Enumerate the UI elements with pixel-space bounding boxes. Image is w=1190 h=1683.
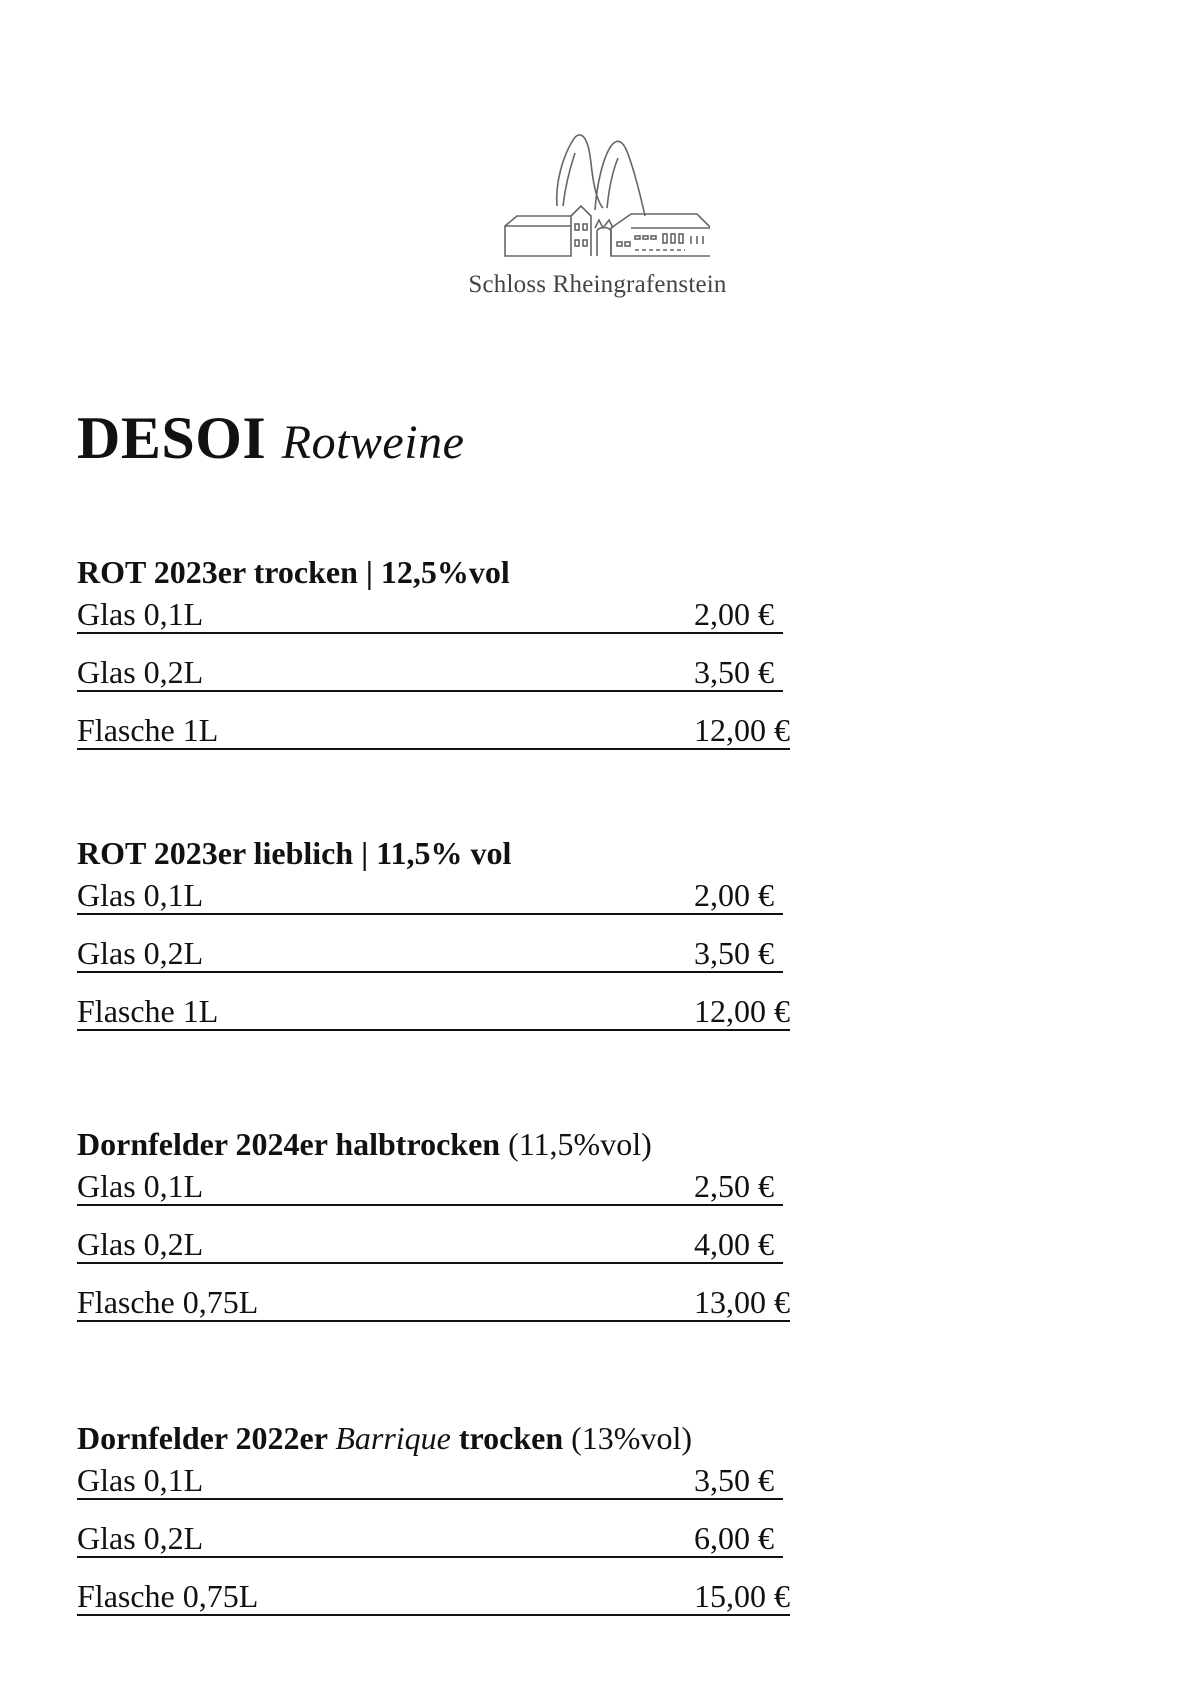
size-label: Glas 0,1L [77,598,783,634]
price-row [77,1276,797,1334]
logo [455,128,740,298]
wine-title [77,1128,797,1160]
wine-name: Dornfelder 2024er halbtrocken [77,1126,501,1162]
size-label: Glas 0,2L [77,1522,783,1558]
wine-title [77,1422,797,1454]
price-value: 2,00 € [694,877,774,913]
wine-name: ROT 2023er lieblich [77,835,354,871]
wine-section [77,556,797,762]
wine-detail: (11,5%vol) [500,1126,652,1162]
size-label: Glas 0,2L [77,656,783,692]
wine-name: ROT 2023er trocken [77,554,358,590]
size-label: Glas 0,1L [77,879,783,915]
price-value: 12,00 € [694,712,790,748]
title-main: DESOI [77,405,267,471]
price-value: 3,50 € [694,1462,774,1498]
price-row [77,1512,797,1570]
wine-detail: (13%vol) [563,1420,692,1456]
price-row [77,985,797,1043]
wine-title [77,556,797,588]
wine-style: Barrique [335,1420,451,1456]
price-value: 13,00 € [694,1284,790,1320]
wine-taste: trocken [458,1420,564,1456]
wine-section [77,1128,797,1334]
size-label: Flasche 1L [77,995,783,1031]
wine-name: Dornfelder 2022er [77,1420,328,1456]
price-value: 3,50 € [694,654,774,690]
price-value: 2,50 € [694,1168,774,1204]
price-row [77,704,797,762]
price-value: 6,00 € [694,1520,774,1556]
size-label: Glas 0,1L [77,1170,783,1206]
price-row [77,869,797,927]
price-value: 15,00 € [694,1578,790,1614]
wine-detail: | 12,5%vol [357,554,510,590]
wine-title [77,837,797,869]
size-label: Glas 0,2L [77,937,783,973]
size-label: Flasche 1L [77,714,783,750]
wine-section [77,837,797,1043]
price-row [77,588,797,646]
title-subtitle: Rotweine [281,416,465,469]
size-label: Glas 0,1L [77,1464,783,1500]
price-value: 3,50 € [694,935,774,971]
size-label: Flasche 0,75L [77,1580,783,1616]
price-value: 2,00 € [694,596,774,632]
price-row [77,646,797,704]
size-label: Flasche 0,75L [77,1286,783,1322]
price-row [77,1218,797,1276]
brand-name: Schloss Rheingrafenstein [468,271,727,298]
price-value: 4,00 € [694,1226,774,1262]
price-value: 12,00 € [694,993,790,1029]
price-row [77,1570,797,1628]
price-row [77,1454,797,1512]
page-title [77,405,465,471]
castle-logo-icon [485,128,710,263]
price-row [77,927,797,985]
price-row [77,1160,797,1218]
wine-detail: | 11,5% vol [353,835,512,871]
size-label: Glas 0,2L [77,1228,783,1264]
wine-section [77,1422,797,1628]
